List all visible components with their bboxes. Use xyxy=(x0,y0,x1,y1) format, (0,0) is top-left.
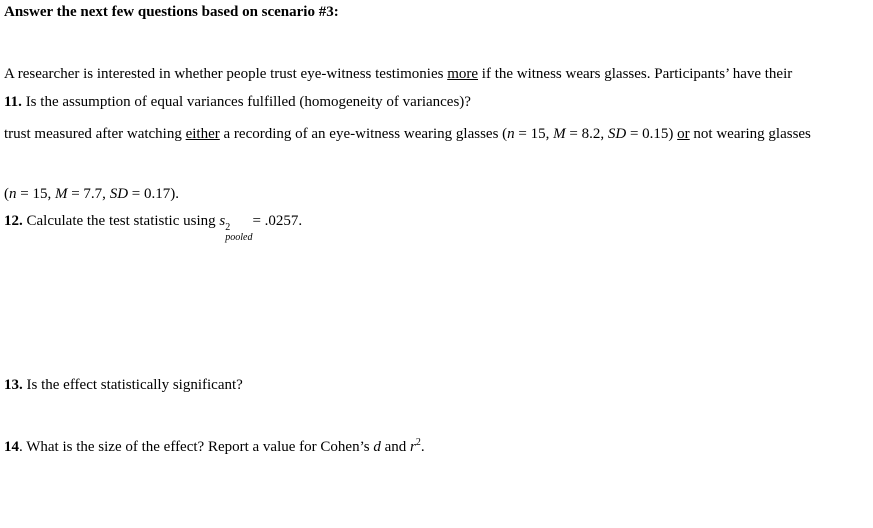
question-14-text: . xyxy=(420,439,425,455)
scenario-text: not wearing glasses xyxy=(689,126,811,142)
subscript-pooled: pooled xyxy=(225,232,253,243)
stat-symbol-s-pooled: s xyxy=(219,213,226,229)
scenario-text: = 15, xyxy=(16,186,55,202)
scenario-text: = 8.2, xyxy=(565,126,608,142)
question-13-text: Is the effect statistically significant? xyxy=(22,377,243,393)
question-11-text: Is the assumption of equal variances fulfilled (homogeneity of variances)? xyxy=(21,94,471,110)
question-12 xyxy=(4,213,302,243)
scenario-text: a recording of an eye-witness wearing glasses ( xyxy=(219,126,508,142)
scenario-text: if the witness wears glasses. Participants’ have their xyxy=(478,66,793,82)
scenario-header-text: Answer the next few questions based on scenario #3: xyxy=(4,4,339,20)
scenario-text: ( xyxy=(4,186,9,202)
scenario-text: = 7.7, xyxy=(67,186,110,202)
stat-symbol-m: M xyxy=(553,126,566,142)
stat-symbol-r: r xyxy=(410,439,416,455)
stat-symbol-cohens-d: d xyxy=(373,439,381,455)
question-14-text: . What is the size of the effect? Report a value for Cohen’s xyxy=(19,439,374,455)
scenario-text: A researcher is interested in whether people trust eye-witness testimonies xyxy=(4,66,448,82)
question-13 xyxy=(4,377,243,394)
scenario-text: = 0.15) xyxy=(626,126,678,142)
stat-symbol-n: n xyxy=(9,186,17,202)
scenario-line-3 xyxy=(4,184,811,204)
question-14-text: and xyxy=(380,439,410,455)
scenario-text: trust measured after watching xyxy=(4,126,186,142)
s-pooled-supsub xyxy=(225,223,252,243)
scenario-text: = 0.17). xyxy=(128,186,179,202)
underlined-word-or: or xyxy=(677,126,690,142)
stat-symbol-m: M xyxy=(54,186,68,202)
stat-symbol-sd: SD xyxy=(607,126,627,142)
question-14-number: 14 xyxy=(4,439,19,455)
scenario-header xyxy=(4,4,339,21)
question-14 xyxy=(4,439,425,456)
scenario-paragraph xyxy=(4,24,811,244)
superscript-2: 2 xyxy=(415,437,421,448)
question-13-number: 13. xyxy=(4,377,23,393)
stat-symbol-sd: SD xyxy=(109,186,129,202)
scenario-text: = 15, xyxy=(514,126,554,142)
scenario-line-1 xyxy=(4,64,811,84)
scenario-line-2 xyxy=(4,124,811,144)
question-12-text: Calculate the test statistic using xyxy=(22,213,220,229)
underlined-word-more: more xyxy=(447,66,479,82)
superscript-2: 2 xyxy=(225,222,231,233)
question-12-value: = .0257. xyxy=(252,213,303,229)
stat-symbol-n: n xyxy=(507,126,515,142)
question-11-number: 11. xyxy=(4,94,22,110)
underlined-word-either: either xyxy=(185,126,220,142)
question-11 xyxy=(4,94,471,111)
question-12-number: 12. xyxy=(4,213,23,229)
